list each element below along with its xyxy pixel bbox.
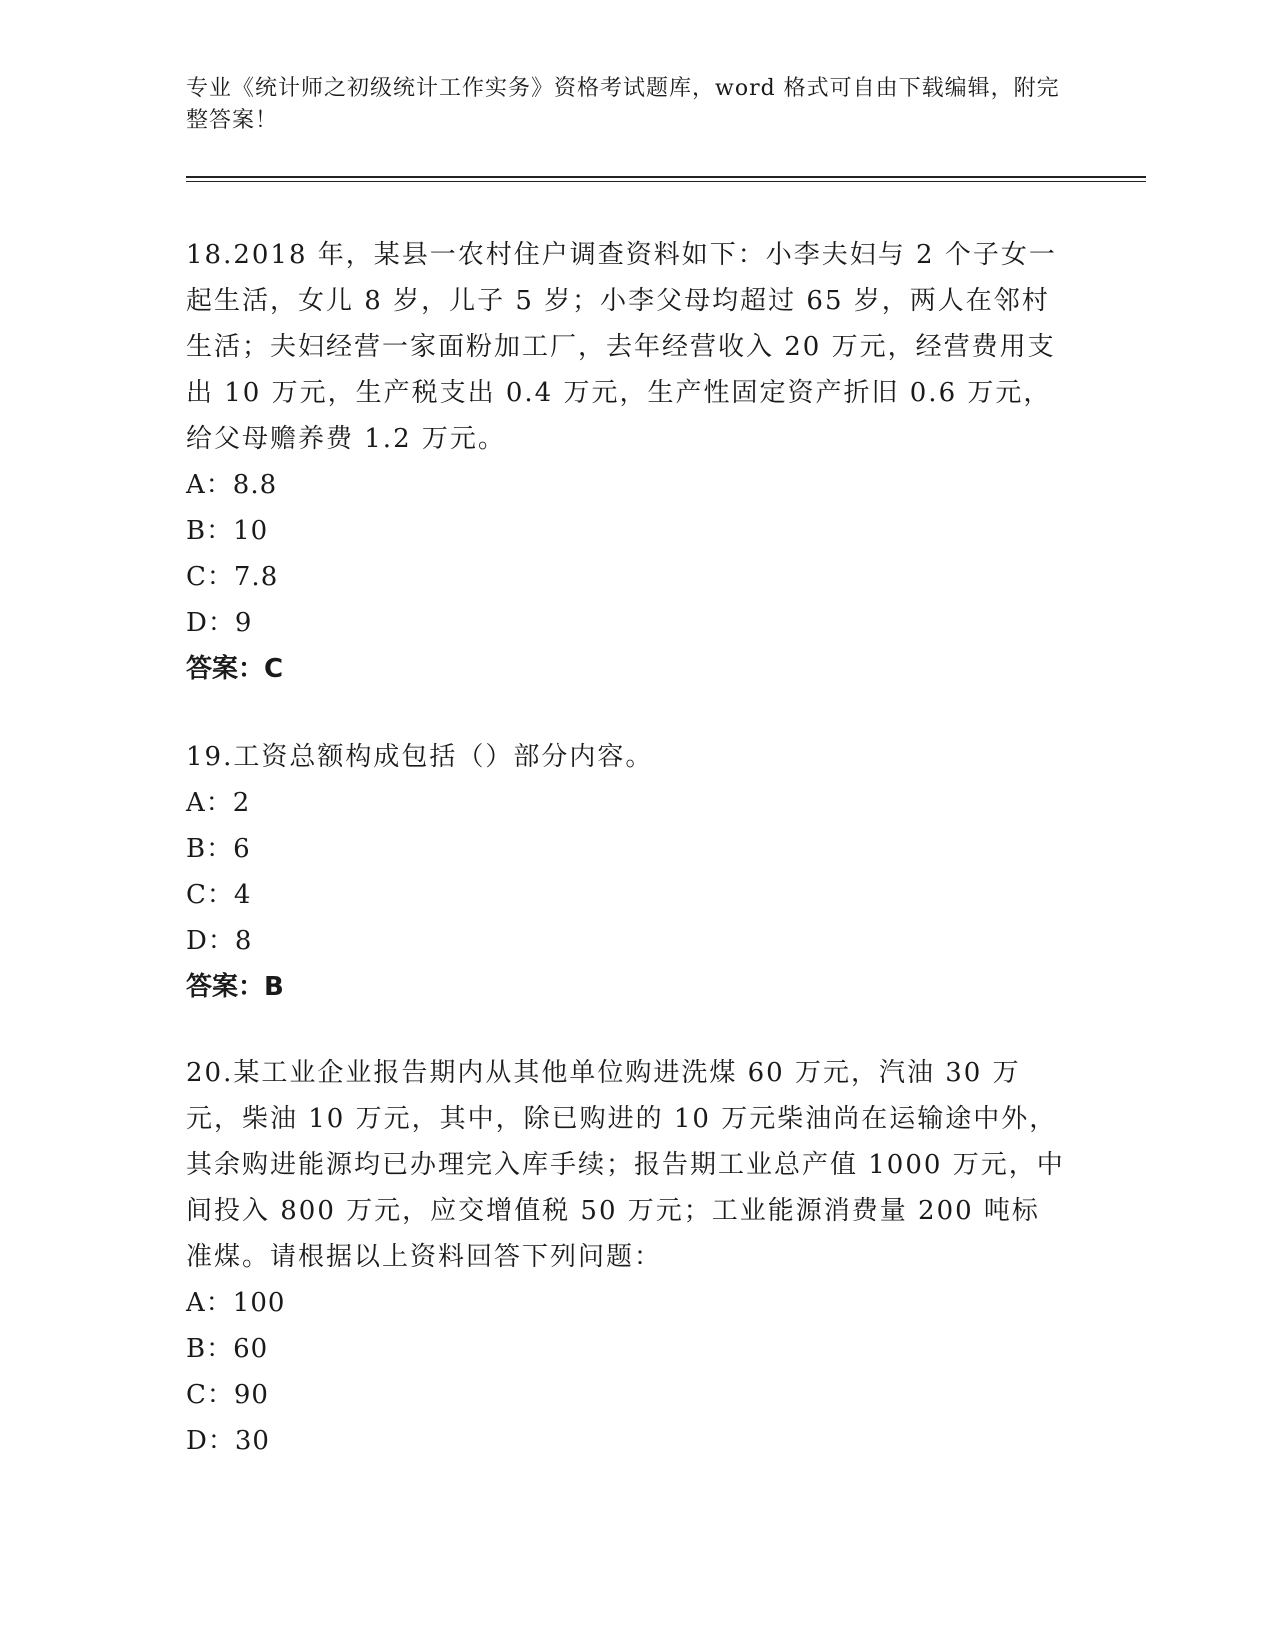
- option-a: A：2: [186, 788, 251, 818]
- option-c: C：4: [186, 880, 252, 910]
- question-18: [186, 232, 1066, 692]
- question-stem: 20.某工业企业报告期内从其他单位购进洗煤 60 万元，汽油 30 万元，柴油 10 万元，其中，除已购进的 10 万元柴油尚在运输途中外，其余购进能源均已办理完入库手续；报告期工业总产值 1000 万元，中间投入 800 万元，应交增值税 50 万元；工业能源消费量 200 吨标准煤。请根据以上资料回答下列问题：: [186, 1058, 1065, 1272]
- option-a: A：100: [186, 1288, 286, 1318]
- option-b: B：10: [186, 516, 269, 546]
- option-c: C：90: [186, 1380, 269, 1410]
- answer-label: 答案：C: [186, 654, 284, 684]
- question-stem: 19.工资总额构成包括（）部分内容。: [186, 742, 654, 772]
- question-20: [186, 1050, 1066, 1464]
- document-header: 专业《统计师之初级统计工作实务》资格考试题库，word 格式可自由下载编辑，附完整答案！: [186, 76, 1060, 133]
- option-d: D：30: [186, 1426, 270, 1456]
- header-divider-thin: [186, 181, 1146, 182]
- option-c: C：7.8: [186, 562, 279, 592]
- option-d: D：9: [186, 608, 253, 638]
- question-19: [186, 734, 1066, 1010]
- option-b: B：6: [186, 834, 251, 864]
- header-divider: [186, 176, 1146, 178]
- answer-label: 答案：B: [186, 972, 284, 1002]
- question-stem: 18.2018 年，某县一农村住户调查资料如下：小李夫妇与 2 个子女一起生活，女儿 8 岁，儿子 5 岁；小李父母均超过 65 岁，两人在邻村生活；夫妇经营一家面粉加工厂，去年经营收入 20 万元，经营费用支出 10 万元，生产税支出 0.4 万元，生产性固定资产折旧 0.6 万元，给父母赡养费 1.2 万元。: [186, 240, 1057, 454]
- option-d: D：8: [186, 926, 253, 956]
- option-b: B：60: [186, 1334, 269, 1364]
- option-a: A：8.8: [186, 470, 278, 500]
